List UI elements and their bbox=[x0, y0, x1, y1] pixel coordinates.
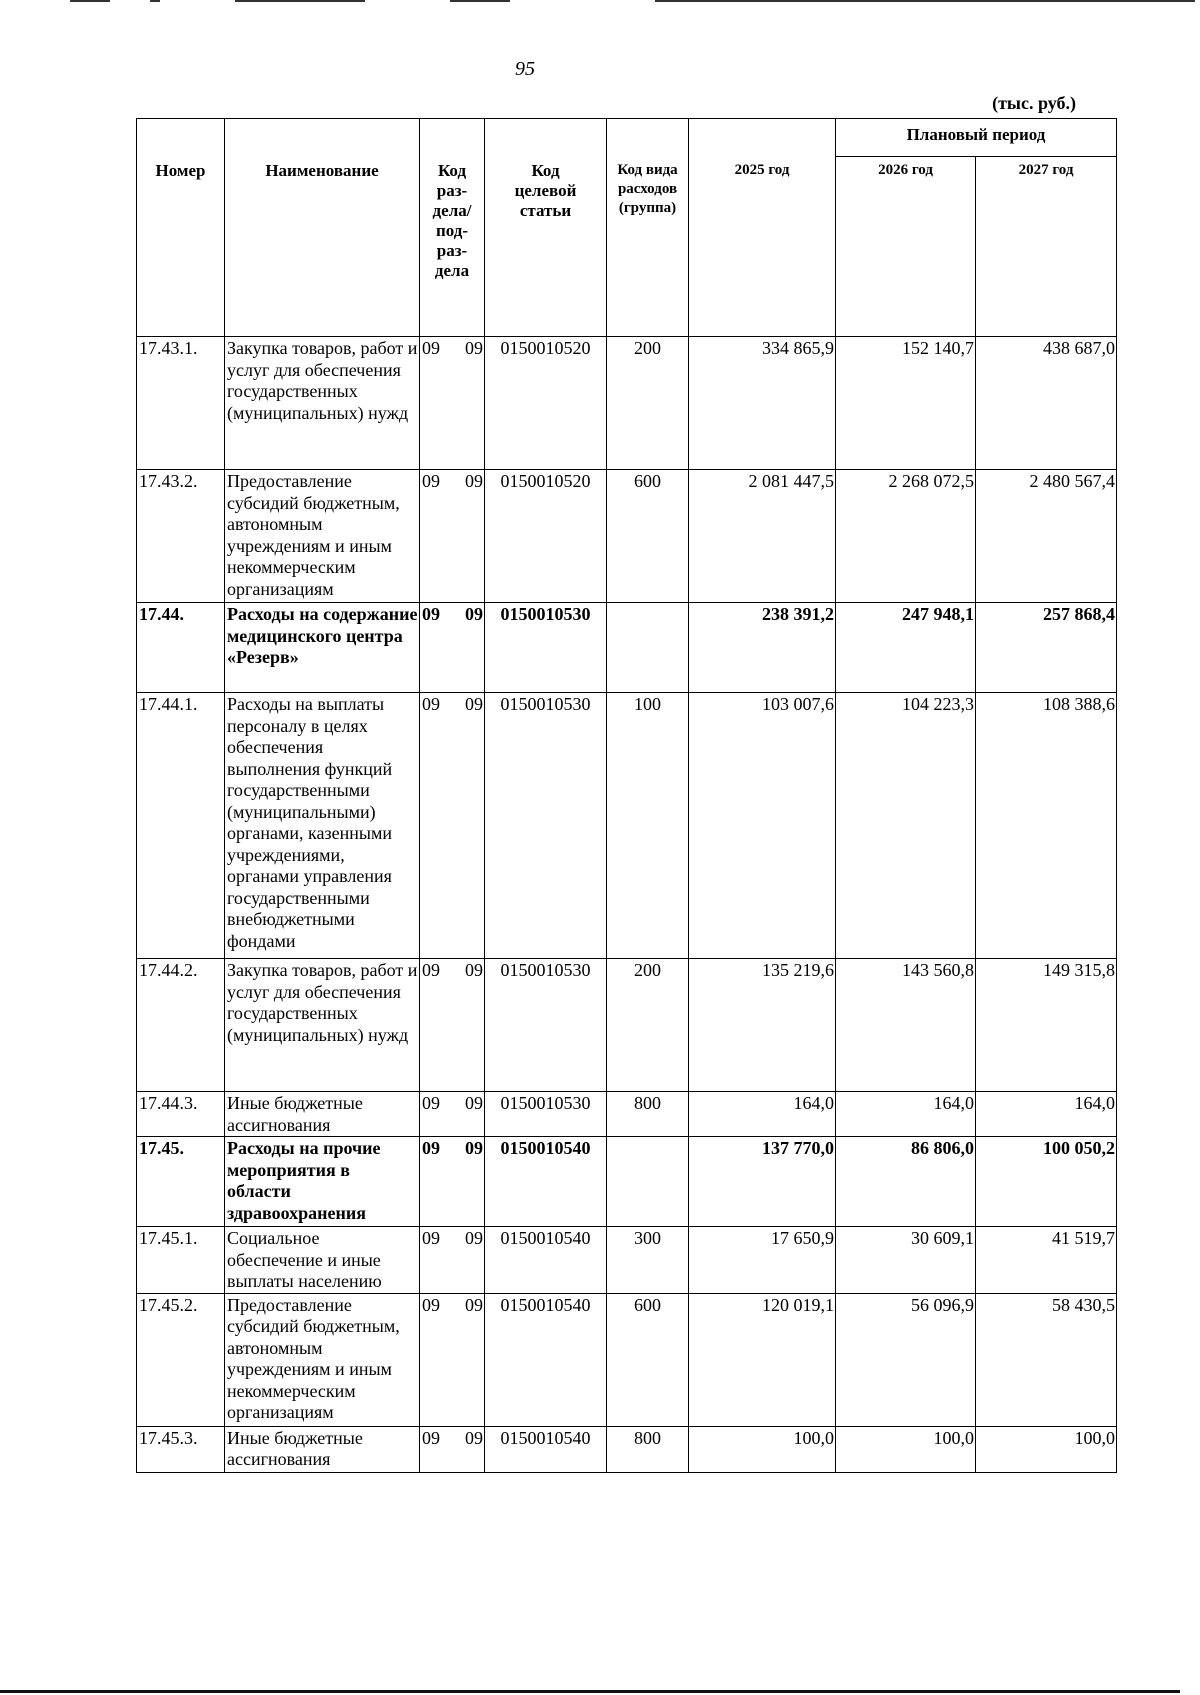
row-podrazdel-code: 09 bbox=[465, 960, 483, 980]
row-name: Иные бюджетные ассигнования bbox=[225, 1092, 420, 1137]
header-razdel bbox=[420, 119, 485, 337]
target-line: целевой bbox=[514, 181, 577, 200]
table-row bbox=[137, 603, 1117, 693]
row-razdel bbox=[420, 1227, 485, 1294]
row-name: Предоставление субсидий бюджетным, автономным учреждениям и иным некоммерческим организациям bbox=[225, 470, 420, 603]
row-amount-2027: 149 315,8 bbox=[976, 959, 1117, 1092]
row-name: Расходы на прочие мероприятия в области здравоохранения bbox=[225, 1137, 420, 1227]
row-podrazdel-code: 09 bbox=[465, 604, 483, 624]
scan-edge-bottom bbox=[0, 1690, 1180, 1693]
row-amount-2026: 164,0 bbox=[836, 1092, 976, 1137]
target-line: Код bbox=[531, 161, 560, 180]
row-amount-2027: 164,0 bbox=[976, 1092, 1117, 1137]
row-target-code: 0150010520 bbox=[485, 470, 607, 603]
razdel-line: раз- bbox=[436, 181, 468, 200]
row-expense-type: 100 bbox=[607, 693, 689, 959]
row-podrazdel-code: 09 bbox=[465, 694, 483, 714]
header-target-lines bbox=[485, 119, 606, 221]
row-name: Расходы на содержание медицинского центра «Резерв» bbox=[225, 603, 420, 693]
row-podrazdel-code: 09 bbox=[465, 1138, 483, 1158]
row-name: Социальное обеспечение и иные выплаты населению bbox=[225, 1227, 420, 1294]
row-target-code: 0150010540 bbox=[485, 1426, 607, 1472]
row-amount-2027: 41 519,7 bbox=[976, 1227, 1117, 1294]
row-amount-2026: 247 948,1 bbox=[836, 603, 976, 693]
header-vid bbox=[607, 119, 689, 337]
row-razdel-code: 09 bbox=[422, 1228, 440, 1248]
row-number: 17.44.2. bbox=[137, 959, 225, 1092]
row-expense-type: 600 bbox=[607, 470, 689, 603]
row-amount-2026: 100,0 bbox=[836, 1426, 976, 1472]
row-razdel-code: 09 bbox=[422, 604, 440, 624]
header-target bbox=[485, 119, 607, 337]
row-name: Расходы на выплаты персоналу в целях обеспечения выполнения функций государственными (муниципальными) органами, казенными учреждениями, органами управления государственными внебюджетными фондами bbox=[225, 693, 420, 959]
target-line: статьи bbox=[519, 201, 572, 220]
razdel-line: Код bbox=[437, 161, 467, 180]
row-target-code: 0150010520 bbox=[485, 337, 607, 470]
row-amount-2027: 108 388,6 bbox=[976, 693, 1117, 959]
row-amount-2025: 17 650,9 bbox=[689, 1227, 836, 1294]
row-podrazdel-code: 09 bbox=[465, 1228, 483, 1248]
row-razdel bbox=[420, 603, 485, 693]
table-row bbox=[137, 337, 1117, 470]
row-amount-2025: 164,0 bbox=[689, 1092, 836, 1137]
row-amount-2026: 152 140,7 bbox=[836, 337, 976, 470]
row-razdel bbox=[420, 337, 485, 470]
row-razdel bbox=[420, 959, 485, 1092]
table-row bbox=[137, 1137, 1117, 1227]
row-podrazdel-code: 09 bbox=[465, 338, 483, 358]
table-row bbox=[137, 1293, 1117, 1426]
row-amount-2025: 238 391,2 bbox=[689, 603, 836, 693]
row-razdel-code: 09 bbox=[422, 960, 440, 980]
row-razdel-code: 09 bbox=[422, 1138, 440, 1158]
units-note: (тыс. руб.) bbox=[992, 93, 1076, 113]
row-name: Иные бюджетные ассигнования bbox=[225, 1426, 420, 1472]
page-number: 95 bbox=[515, 58, 535, 80]
row-amount-2027: 257 868,4 bbox=[976, 603, 1117, 693]
row-razdel-code: 09 bbox=[422, 1294, 440, 1315]
table-row bbox=[137, 1426, 1117, 1472]
row-expense-type bbox=[607, 603, 689, 693]
table-row bbox=[137, 1092, 1117, 1137]
row-name: Закупка товаров, работ и услуг для обеспечения государственных (муниципальных) нужд bbox=[225, 337, 420, 470]
row-amount-2027: 100,0 bbox=[976, 1426, 1117, 1472]
razdel-line: под- bbox=[435, 221, 469, 240]
row-razdel-code: 09 bbox=[422, 1093, 440, 1113]
row-amount-2027: 438 687,0 bbox=[976, 337, 1117, 470]
row-amount-2026: 104 223,3 bbox=[836, 693, 976, 959]
row-amount-2026: 86 806,0 bbox=[836, 1137, 976, 1227]
razdel-line: дела bbox=[434, 261, 470, 280]
table-row bbox=[137, 470, 1117, 603]
row-target-code: 0150010530 bbox=[485, 603, 607, 693]
row-amount-2026: 56 096,9 bbox=[836, 1293, 976, 1426]
row-amount-2026: 2 268 072,5 bbox=[836, 470, 976, 603]
row-number: 17.44.1. bbox=[137, 693, 225, 959]
row-razdel-code: 09 bbox=[422, 471, 440, 491]
row-razdel bbox=[420, 1137, 485, 1227]
row-amount-2026: 143 560,8 bbox=[836, 959, 976, 1092]
row-target-code: 0150010540 bbox=[485, 1137, 607, 1227]
row-amount-2025: 137 770,0 bbox=[689, 1137, 836, 1227]
header-number: Номер bbox=[137, 119, 225, 337]
row-amount-2027: 100 050,2 bbox=[976, 1137, 1117, 1227]
row-razdel bbox=[420, 470, 485, 603]
row-amount-2025: 2 081 447,5 bbox=[689, 470, 836, 603]
razdel-line: дела/ bbox=[432, 201, 472, 220]
header-2026: 2026 год bbox=[836, 157, 976, 337]
row-number: 17.45.3. bbox=[137, 1426, 225, 1472]
row-amount-2027: 58 430,5 bbox=[976, 1293, 1117, 1426]
row-target-code: 0150010540 bbox=[485, 1293, 607, 1426]
row-amount-2025: 103 007,6 bbox=[689, 693, 836, 959]
row-amount-2025: 100,0 bbox=[689, 1426, 836, 1472]
row-razdel bbox=[420, 1293, 485, 1426]
row-number: 17.43.1. bbox=[137, 337, 225, 470]
row-expense-type bbox=[607, 1137, 689, 1227]
razdel-line: раз- bbox=[436, 241, 468, 260]
row-amount-2027: 2 480 567,4 bbox=[976, 470, 1117, 603]
row-number: 17.45.1. bbox=[137, 1227, 225, 1294]
row-name: Предоставление субсидий бюджетным, автономным учреждениям и иным некоммерческим организациям bbox=[225, 1293, 420, 1426]
row-number: 17.44. bbox=[137, 603, 225, 693]
row-amount-2025: 135 219,6 bbox=[689, 959, 836, 1092]
table-row bbox=[137, 693, 1117, 959]
table-row bbox=[137, 1227, 1117, 1294]
header-razdel-lines bbox=[420, 119, 484, 281]
header-2027: 2027 год bbox=[976, 157, 1117, 337]
row-expense-type: 600 bbox=[607, 1293, 689, 1426]
row-amount-2025: 334 865,9 bbox=[689, 337, 836, 470]
row-podrazdel-code: 09 bbox=[465, 471, 483, 491]
row-target-code: 0150010530 bbox=[485, 959, 607, 1092]
table-row bbox=[137, 959, 1117, 1092]
vid-line: Код вида bbox=[617, 162, 678, 178]
row-razdel bbox=[420, 1092, 485, 1137]
header-planned-period: Плановый период bbox=[836, 119, 1117, 157]
budget-table bbox=[136, 118, 1117, 1473]
row-podrazdel-code: 09 bbox=[465, 1427, 483, 1448]
row-target-code: 0150010540 bbox=[485, 1227, 607, 1294]
header-2025: 2025 год bbox=[689, 119, 836, 337]
row-podrazdel-code: 09 bbox=[465, 1093, 483, 1113]
row-razdel-code: 09 bbox=[422, 694, 440, 714]
vid-line: (группа) bbox=[618, 200, 677, 216]
row-razdel-code: 09 bbox=[422, 338, 440, 358]
row-number: 17.45. bbox=[137, 1137, 225, 1227]
row-expense-type: 200 bbox=[607, 337, 689, 470]
row-amount-2026: 30 609,1 bbox=[836, 1227, 976, 1294]
row-razdel-code: 09 bbox=[422, 1427, 440, 1448]
row-razdel bbox=[420, 1426, 485, 1472]
budget-table-body bbox=[137, 337, 1117, 1473]
row-name: Закупка товаров, работ и услуг для обеспечения государственных (муниципальных) нужд bbox=[225, 959, 420, 1092]
row-target-code: 0150010530 bbox=[485, 1092, 607, 1137]
scan-edge-top bbox=[0, 0, 1200, 3]
row-target-code: 0150010530 bbox=[485, 693, 607, 959]
row-razdel bbox=[420, 693, 485, 959]
header-name: Наименование bbox=[225, 119, 420, 337]
row-number: 17.45.2. bbox=[137, 1293, 225, 1426]
row-podrazdel-code: 09 bbox=[465, 1294, 483, 1315]
row-expense-type: 800 bbox=[607, 1092, 689, 1137]
row-number: 17.44.3. bbox=[137, 1092, 225, 1137]
vid-line: расходов bbox=[617, 181, 678, 197]
row-number: 17.43.2. bbox=[137, 470, 225, 603]
row-expense-type: 200 bbox=[607, 959, 689, 1092]
header-vid-lines bbox=[607, 119, 688, 218]
row-expense-type: 300 bbox=[607, 1227, 689, 1294]
row-amount-2025: 120 019,1 bbox=[689, 1293, 836, 1426]
row-expense-type: 800 bbox=[607, 1426, 689, 1472]
